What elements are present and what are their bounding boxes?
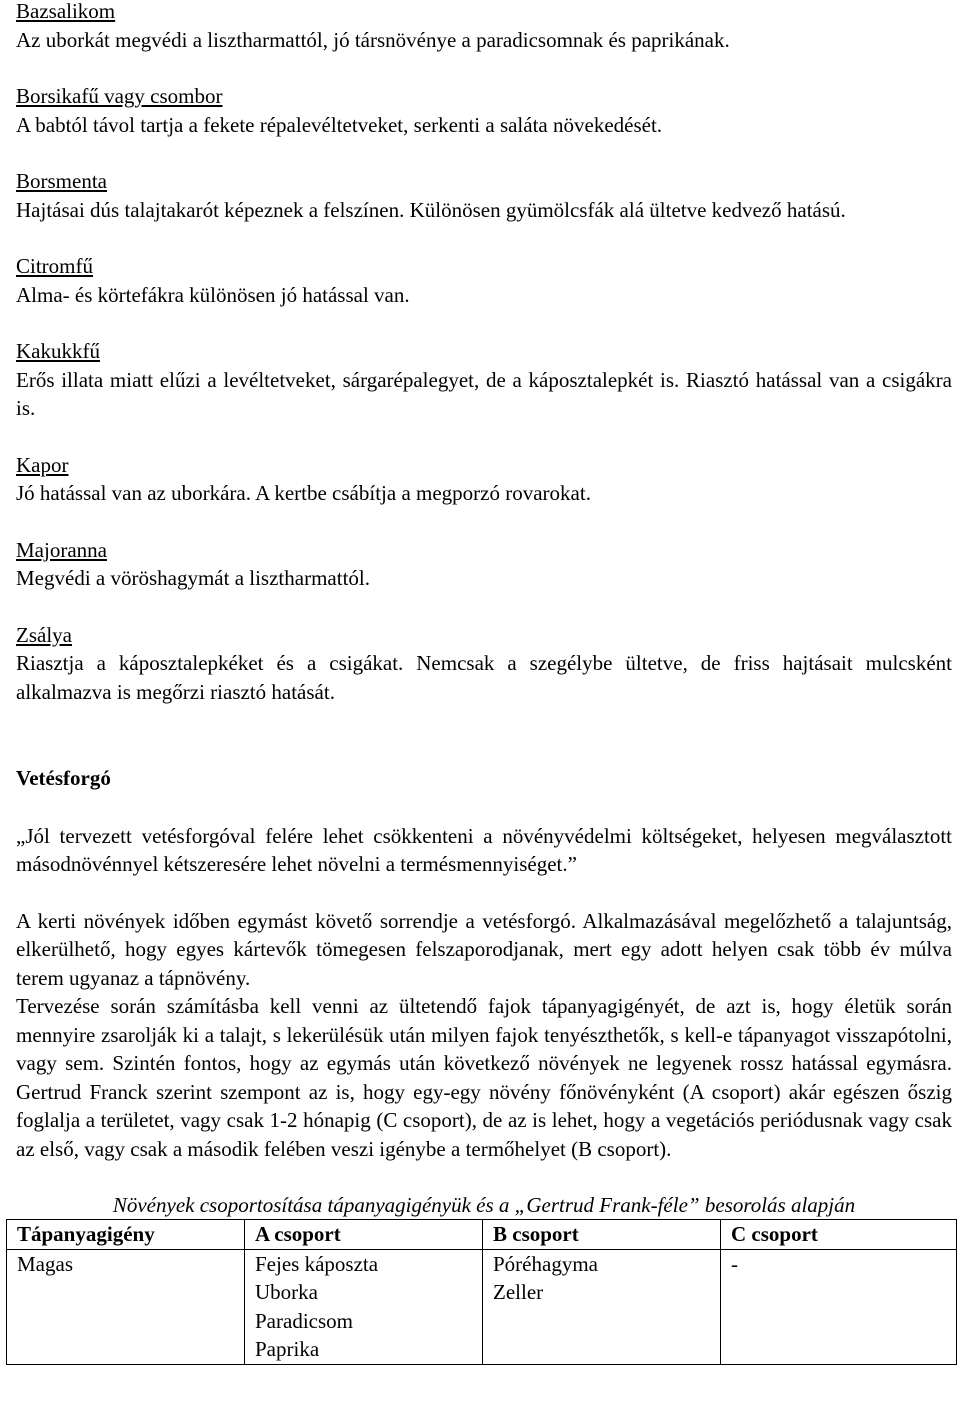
- nutrient-group-table: [6, 1219, 957, 1365]
- herb-name: Majoranna: [16, 537, 107, 562]
- herb-entry: [16, 621, 952, 707]
- group-a-cell: [245, 1249, 483, 1364]
- herb-description: Riasztja a káposztalepkéket és a csigákat. Nemcsak a szegélybe ültetve, de friss hajtásait mulcsként alkalmazva is megőrzi riasztó hatását.: [16, 651, 952, 704]
- herb-entry: [16, 536, 952, 593]
- herb-name: Borsikafű vagy csombor: [16, 84, 223, 108]
- header-cell: Tápanyagigény: [7, 1220, 245, 1250]
- herb-description: Megvédi a vöröshagymát a lisztharmattól.: [16, 566, 370, 590]
- plant-item: Paprika: [255, 1337, 320, 1361]
- herb-entry: [16, 252, 952, 309]
- document-page: [16, 0, 952, 1365]
- herb-description: Az uborkát megvédi a lisztharmattól, jó társnövénye a paradicsomnak és paprikának.: [16, 27, 730, 52]
- herb-name: Kapor: [16, 452, 69, 477]
- body-paragraph-2: Tervezése során számításba kell venni az ültetendő fajok tápanyagigényét, de azt is, hogy életük során mennyire zsarolják ki a talajt, s lekerülésük után milyen fajok tenyészthetők, s kell-e tápanyagot visszapótolni, vagy sem. Szintén fontos, hogy az egymás után következő növények ne legyenek rossz hatással egymásra. Gertrud Franck szerint szempont az is, hogy egy-egy növény főnövényként (A csoport) akár egészen őszig foglalja a területet, vagy csak 1-2 hónapig (C csoport), de az is lehet, hogy a vegetációs periódusnak vagy csak az első, vagy csak a második felében veszi igénybe a termőhelyet (B csoport).: [16, 994, 952, 1161]
- herb-description: Hajtásai dús talajtakarót képeznek a felszínen. Különösen gyümölcsfák alá ültetve kedvező hatású.: [16, 197, 846, 222]
- header-cell: C csoport: [721, 1220, 957, 1250]
- plant-item: Paradicsom: [255, 1308, 353, 1333]
- plant-item: Fejes káposzta: [255, 1251, 379, 1276]
- herb-name: Bazsalikom: [16, 0, 116, 23]
- table-row: [7, 1249, 957, 1364]
- body-paragraph-1: A kerti növények időben egymást követő sorrendje a vetésforgó. Alkalmazásával megelőzhető a talajuntság, elkerülhető, hogy egyes kártevők tömegesen felszaporodjanak, mert egy adott helyen csak több év múlva terem ugyanaz a tápnövény.: [16, 908, 952, 990]
- herb-entry: [16, 337, 952, 423]
- herb-list: [16, 0, 952, 706]
- herb-entry: [16, 0, 952, 54]
- table-header-row: [7, 1220, 957, 1250]
- need-cell: Magas: [7, 1249, 245, 1364]
- herb-entry: [16, 82, 952, 139]
- plant-item: Póréhagyma: [493, 1251, 598, 1276]
- group-c-cell: -: [721, 1249, 957, 1364]
- herb-name: Citromfű: [16, 254, 93, 278]
- quote-paragraph: „Jól tervezett vetésforgóval felére lehet csökkenteni a növényvédelmi költségeket, helyesen megválasztott másodnövénnyel kétszeresére lehet növelni a termésmennyiséget.”: [16, 823, 952, 876]
- plant-item: Zeller: [493, 1280, 544, 1304]
- herb-description: A babtól távol tartja a fekete répalevéltetveket, serkenti a saláta növekedését.: [16, 112, 663, 137]
- herb-name: Zsálya: [16, 622, 72, 647]
- herb-description: Erős illata miatt elűzi a levéltetveket, sárgarépalegyet, de a káposztalepkét is. Riasztó hatással van a csigákra is.: [16, 367, 952, 420]
- herb-name: Borsmenta: [16, 169, 107, 193]
- plant-item: Uborka: [255, 1280, 318, 1304]
- herb-description: Jó hatással van az uborkára. A kertbe csábítja a megporzó rovarokat.: [16, 481, 591, 505]
- table-caption: Növények csoportosítása tápanyagigényük és a „Gertrud Frank-féle” besorolás alapján: [112, 1193, 856, 1217]
- herb-entry: [16, 451, 952, 508]
- header-cell: B csoport: [483, 1220, 721, 1250]
- group-b-cell: [483, 1249, 721, 1364]
- herb-description: Alma- és körtefákra különösen jó hatással van.: [16, 282, 410, 307]
- herb-entry: [16, 167, 952, 224]
- herb-name: Kakukkfű: [16, 339, 100, 363]
- header-cell: A csoport: [245, 1220, 483, 1250]
- section-title: Vetésforgó: [16, 766, 111, 790]
